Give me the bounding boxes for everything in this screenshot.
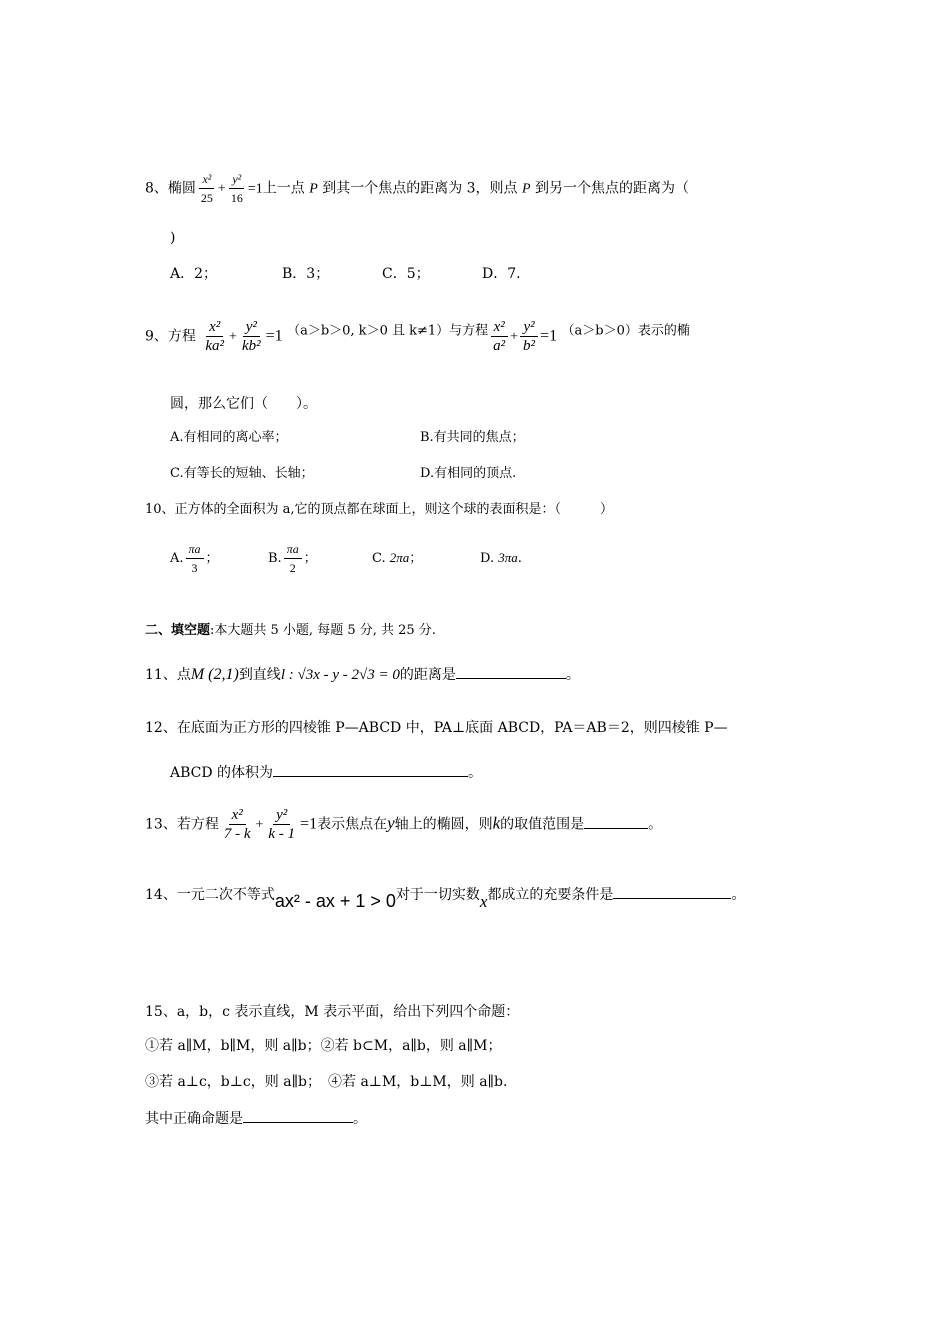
- q8-close-paren: ): [170, 230, 176, 246]
- frac-denominator: 3: [191, 561, 198, 575]
- line-equation: l : √3x - y - 2√3 = 0: [280, 667, 400, 683]
- q8-option-b: B．3；: [282, 266, 330, 282]
- frac-numerator: x²: [229, 806, 246, 825]
- q8-option-a: A．2；: [170, 266, 218, 282]
- frac-denominator: 25: [200, 191, 213, 205]
- section-title: 二、填空题: [145, 623, 211, 638]
- q9-option-c: C.有等长的短轴、长轴；: [170, 466, 314, 481]
- option-value: 3πa: [498, 550, 518, 565]
- q10-frac-a: [186, 540, 204, 577]
- q13-frac-1: [221, 806, 254, 843]
- point-p: P: [309, 181, 318, 197]
- option-value: 2πa: [389, 550, 410, 565]
- q9-frac-2: [239, 318, 264, 355]
- q8-text: 到另一个焦点的距离为（: [535, 180, 690, 197]
- frac-numerator: x²: [206, 318, 223, 337]
- var-k: k: [492, 813, 501, 833]
- q8-number: 8、椭圆: [145, 180, 196, 197]
- q11-end: 。: [565, 667, 580, 683]
- q8-option-c: C．5；: [382, 266, 430, 282]
- q9-frac-3: [490, 318, 508, 355]
- q15-line4: [145, 1108, 367, 1129]
- section-description: :本大题共 5 小题, 每题 5 分, 共 25 分.: [210, 623, 436, 638]
- q8-frac-y: [228, 170, 246, 207]
- q9-condition: （a＞b＞0, k＞0 且 k≠1）与方程: [287, 323, 489, 339]
- q12-end: 。: [468, 765, 483, 781]
- q13-number: 13、若方程: [145, 816, 219, 833]
- frac-denominator: k - 1: [268, 826, 296, 842]
- q11-text: 到直线: [238, 667, 281, 683]
- option-tail: ；: [303, 551, 317, 566]
- q8-option-d: D．7.: [482, 266, 521, 282]
- frac-denominator: a²: [493, 338, 506, 354]
- q8-text: 上一点: [262, 180, 305, 197]
- q8-line1: [145, 170, 689, 207]
- answer-blank[interactable]: [456, 664, 566, 679]
- frac-numerator: πa: [284, 540, 302, 559]
- frac-denominator: b²: [523, 338, 536, 354]
- option-tail: ；: [205, 551, 219, 566]
- frac-denominator: ka²: [205, 338, 225, 354]
- q13-text: 的取值范围是: [500, 816, 585, 833]
- q9-option-a: A.有相同的离心率；: [170, 430, 288, 445]
- frac-numerator: y²: [273, 806, 290, 825]
- q11-number: 11、点: [145, 667, 191, 683]
- frac-denominator: 16: [230, 191, 243, 205]
- q10-option-d: [480, 548, 522, 569]
- q10-line1: 10、正方体的全面积为 a,它的顶点都在球面上，则这个球的表面积是：（ ）: [145, 502, 614, 517]
- answer-blank[interactable]: [584, 814, 648, 829]
- q15-end: 。: [353, 1111, 367, 1127]
- option-label: C.: [372, 551, 386, 566]
- q10-option-c: [372, 548, 422, 569]
- plus-sign: +: [217, 181, 226, 197]
- q9-line1: 9、方程 $\frac{\text{x²}}{\text{ka²}}$ + $\frac{\text{y²}}{\text{kb²}}$ =1 （a＞b＞0, k＞0 且 k≠1）与方程 $\frac{\text{x²}}{\text{a²}}$ + $\frac{\text{y²}}{\text{b²}}$ =1 （a＞b＞0）表示的椭: [145, 319, 690, 354]
- q9-number: 9、方程: [145, 328, 196, 345]
- answer-blank[interactable]: [243, 1108, 353, 1123]
- point-p: P: [522, 181, 531, 197]
- frac-numerator: πa: [186, 540, 204, 559]
- option-label: A.: [170, 551, 184, 566]
- equals-one: =1: [265, 327, 283, 345]
- frac-denominator: 2: [289, 561, 296, 575]
- frac-denominator: kb²: [241, 338, 261, 354]
- q13-line: 13、若方程 $\frac{\text{x²}}{7 - k}$ + $\frac{\text{y²}}{k - 1}$ =1表示焦点在y轴上的椭圆，则k的取值范围是 。: [145, 807, 663, 842]
- q14-text: 对于一切实数: [395, 887, 480, 903]
- equals-one: =1: [247, 181, 263, 197]
- q12-line2: [170, 762, 482, 783]
- q14-end: 。: [731, 887, 746, 903]
- frac-denominator: 7 - k: [223, 826, 251, 842]
- q15-line3: ③若 a⊥c，b⊥c，则 a∥b； ④若 a⊥M，b⊥M，则 a∥b.: [145, 1074, 508, 1090]
- var-x: x: [479, 892, 488, 911]
- q12-text: ABCD 的体积为: [170, 765, 274, 781]
- q10-frac-b: [284, 540, 302, 577]
- q13-end: 。: [648, 816, 663, 833]
- q9-condition: （a＞b＞0）表示的椭: [561, 323, 690, 339]
- option-label: D.: [480, 551, 495, 566]
- q11-text: 的距离是: [399, 667, 456, 683]
- frac-numerator: y²: [229, 170, 244, 189]
- q10-option-b: [268, 540, 317, 577]
- section-2-heading: [145, 621, 436, 641]
- q9-frac-4: [520, 318, 538, 355]
- var-y: y: [387, 813, 395, 833]
- option-tail: ；: [409, 551, 423, 566]
- q10-option-a: [170, 540, 219, 577]
- q8-text: 到其一个焦点的距离为 3，则点: [322, 180, 518, 197]
- q15-text: 其中正确命题是: [145, 1111, 243, 1127]
- q9-option-b: B.有共同的焦点；: [420, 430, 525, 445]
- q13-frac-2: [265, 806, 298, 843]
- answer-blank[interactable]: [273, 762, 468, 777]
- equals-one: =1: [300, 815, 318, 833]
- option-label: B.: [268, 551, 282, 566]
- q15-line1: 15、a，b，c 表示直线，M 表示平面，给出下列四个命题：: [145, 1004, 520, 1020]
- frac-numerator: y²: [243, 318, 260, 337]
- q14-text: 都成立的充要条件是: [487, 887, 614, 903]
- q9-line2: 圆，那么它们（ ）。: [170, 396, 317, 412]
- point-m: M (2,1): [190, 666, 239, 683]
- equals-one: =1: [540, 327, 558, 345]
- q9-option-d: D.有相同的顶点.: [420, 466, 517, 481]
- frac-numerator: y²: [520, 318, 537, 337]
- option-tail: .: [517, 551, 522, 566]
- q13-text: 表示焦点在: [317, 816, 388, 833]
- inequality: ax² - ax + 1 > 0: [274, 891, 396, 911]
- q11-line: [145, 664, 580, 685]
- frac-numerator: x²: [491, 318, 508, 337]
- frac-numerator: x²: [199, 170, 214, 189]
- q13-text: 轴上的椭圆，则: [394, 816, 493, 833]
- q8-frac-x: [198, 170, 216, 207]
- q12-line1: 12、在底面为正方形的四棱锥 P—ABCD 中，PA⊥底面 ABCD，PA＝AB＝2，则四棱锥 P—: [145, 720, 728, 736]
- q15-line2: ①若 a∥M，b∥M，则 a∥b；②若 b⊂M，a∥b，则 a∥M；: [145, 1038, 502, 1054]
- q9-frac-1: [202, 318, 227, 355]
- q14-number: 14、一元二次不等式: [145, 887, 275, 903]
- q14-line: [145, 884, 745, 912]
- answer-blank[interactable]: [613, 884, 731, 899]
